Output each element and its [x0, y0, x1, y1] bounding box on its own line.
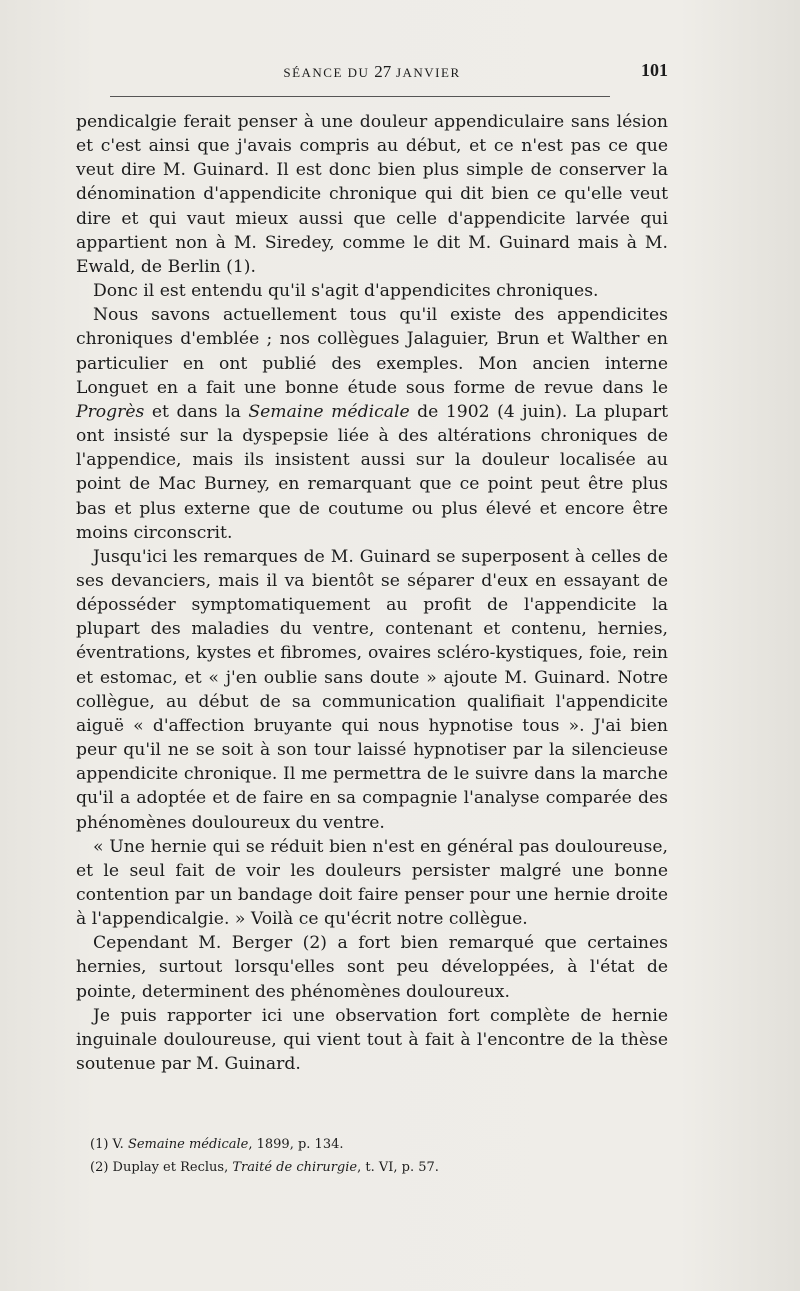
paragraph-3-part-3: de 1902 (4 juin). La plupart ont insisté sur la dyspepsie liée à des altérations chroniques de l'appendice, mais ils insistent aussi sur la douleur localisée au point de Mac Burney, en remarquant que ce point peut être plus bas et plus externe que de coutume ou plus élevé et encore être moins circonscrit.	[76, 401, 668, 543]
journal-title-semaine: Semaine médicale	[248, 401, 410, 422]
running-title	[76, 62, 668, 82]
running-title-day: 27	[374, 62, 392, 81]
running-header	[76, 60, 668, 84]
running-title-prefix: SÉANCE DU	[283, 65, 375, 80]
header-rule	[110, 96, 610, 97]
paragraph-4: Jusqu'ici les remarques de M. Guinard se superposent à celles de ses devanciers, mais il va bientôt se séparer d'eux en essayant de déposséder symptomatiquement au profit de l'appendicite la plupart des maladies du ventre, contenant et contenu, hernies, éventrations, kystes et fibromes, ovaires scléro-kystiques, foie, rein et estomac, et « j'en oublie sans doute » ajoute M. Guinard. Notre collègue, au début de sa communication qualifiait l'appendicite aiguë « d'affection bruyante qui nous hypnotise tous ». J'ai bien peur qu'il ne se soit à son tour laissé hypnotiser par la silencieuse appendicite chronique. Il me permettra de le suivre dans la marche qu'il a adoptée et de faire en sa compagnie l'analyse comparée des phénomènes douloureux du ventre.	[76, 546, 668, 833]
body-text	[76, 110, 668, 1076]
footnote-1-rest: , 1899, p. 134.	[248, 1137, 344, 1152]
paragraph-6: Cependant M. Berger (2) a fort bien remarqué que certaines hernies, surtout lorsqu'elles sont peu développées, à l'état de pointe, determinent des phénomènes douloureux.	[76, 933, 668, 1002]
paragraph-2: Donc il est entendu qu'il s'agit d'appendicites chroniques.	[93, 281, 599, 302]
running-title-month: JANVIER	[391, 65, 461, 80]
footnote-2	[90, 1156, 650, 1179]
footnote-1-title: Semaine médicale	[127, 1137, 249, 1152]
journal-title-progres: Progrès	[76, 401, 145, 422]
footnote-1	[90, 1133, 650, 1156]
page-number: 101	[641, 60, 668, 80]
footnote-2-title: Traité de chirurgie	[232, 1160, 358, 1175]
paragraph-3-part-2: et dans la	[144, 401, 249, 422]
footnote-2-rest: , t. VI, p. 57.	[357, 1160, 439, 1175]
paragraph-3	[76, 303, 668, 545]
paragraph-5: « Une hernie qui se réduit bien n'est en général pas douloureuse, et le seul fait de voir les douleurs persister malgré une bonne contention par un bandage doit faire penser pour une hernie droite à l'appendicalgie. » Voilà ce qu'écrit notre collègue.	[76, 836, 668, 930]
footnote-2-marker: (2) Duplay et Reclus,	[90, 1160, 233, 1175]
paragraph-7: Je puis rapporter ici une observation fort complète de hernie inguinale douloureuse, qui vient tout à fait à l'encontre de la thèse soutenue par M. Guinard.	[76, 1005, 668, 1075]
footnotes	[90, 1133, 650, 1179]
paragraph-3-part-1: Nous savons actuellement tous qu'il existe des appendicites chroniques d'emblée ; nos collègues Jalaguier, Brun et Walther en particulier en ont publié des exemples. Mon ancien interne Longuet en a fait une bonne étude sous forme de revue dans le	[76, 305, 668, 398]
paragraph-1: pendicalgie ferait penser à une douleur appendiculaire sans lésion et c'est ainsi que j'avais compris au début, et ce n'est pas ce que veut dire M. Guinard. Il est donc bien plus simple de conserver la dénomination d'appendicite chronique qui dit bien ce qu'elle veut dire et qui vaut mieux aussi que celle d'appendicite larvée qui appartient non à M. Siredey, comme le dit M. Guinard mais à M. Ewald, de Berlin (1).	[76, 112, 668, 277]
footnote-1-marker: (1) V.	[90, 1137, 128, 1152]
